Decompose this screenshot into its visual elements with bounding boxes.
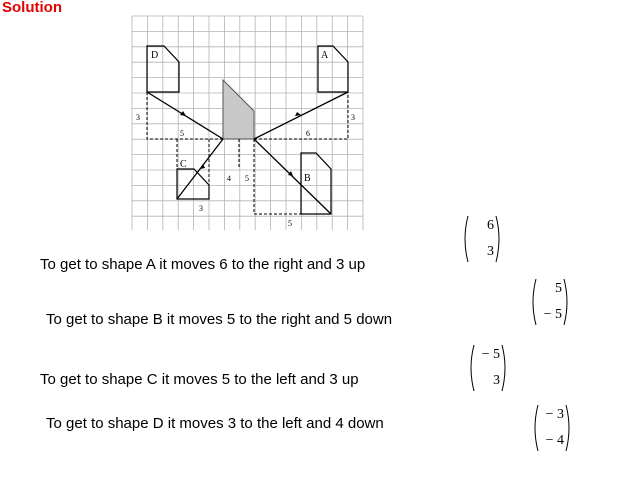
shape-d-vector: [530, 403, 574, 453]
shape-b-label: B: [304, 173, 311, 184]
shape-d-explanation: To get to shape D it moves 3 to the left and 4 down: [46, 415, 384, 432]
c-bottom-distance-label: 3: [199, 204, 203, 213]
vector-bottom-value: − 4: [545, 433, 564, 448]
vector-top-value: 5: [555, 281, 562, 296]
vector-bottom-value: − 5: [543, 307, 562, 322]
vector-top-value: − 3: [545, 407, 564, 422]
vector-bottom-value: 3: [493, 373, 500, 388]
vector-bottom-value: 3: [487, 244, 494, 259]
shape-c-explanation: To get to shape C it moves 5 to the left and 3 up: [40, 371, 359, 388]
vector-top-value: 6: [487, 218, 494, 233]
original-shape: [223, 80, 254, 139]
shape-c: [177, 169, 209, 199]
shape-a-vector: [460, 214, 504, 264]
a-arrow-distance-label: 6: [306, 129, 310, 138]
c-arrow-distance-label: 5: [180, 129, 184, 138]
shape-b-explanation: To get to shape B it moves 5 to the right and 5 down: [46, 311, 393, 328]
shape-c-label: C: [180, 159, 187, 170]
b-bottom-distance-label: 5: [288, 219, 292, 228]
shape-a-explanation: To get to shape A it moves 6 to the right and 3 up: [40, 256, 366, 273]
vector-top-value: − 5: [481, 347, 500, 362]
slide-title: Solution: [2, 0, 62, 16]
d-left-distance-label: 3: [136, 113, 140, 122]
shape-c-vector: [466, 343, 510, 393]
shape-b-vector: [528, 277, 572, 327]
b-vertical-distance-label: 5: [245, 174, 249, 183]
c-vertical-distance-label: 4: [227, 174, 231, 183]
shape-a-label: A: [321, 50, 329, 61]
a-right-distance-label: 3: [351, 113, 355, 122]
shape-d-label: D: [151, 50, 159, 61]
